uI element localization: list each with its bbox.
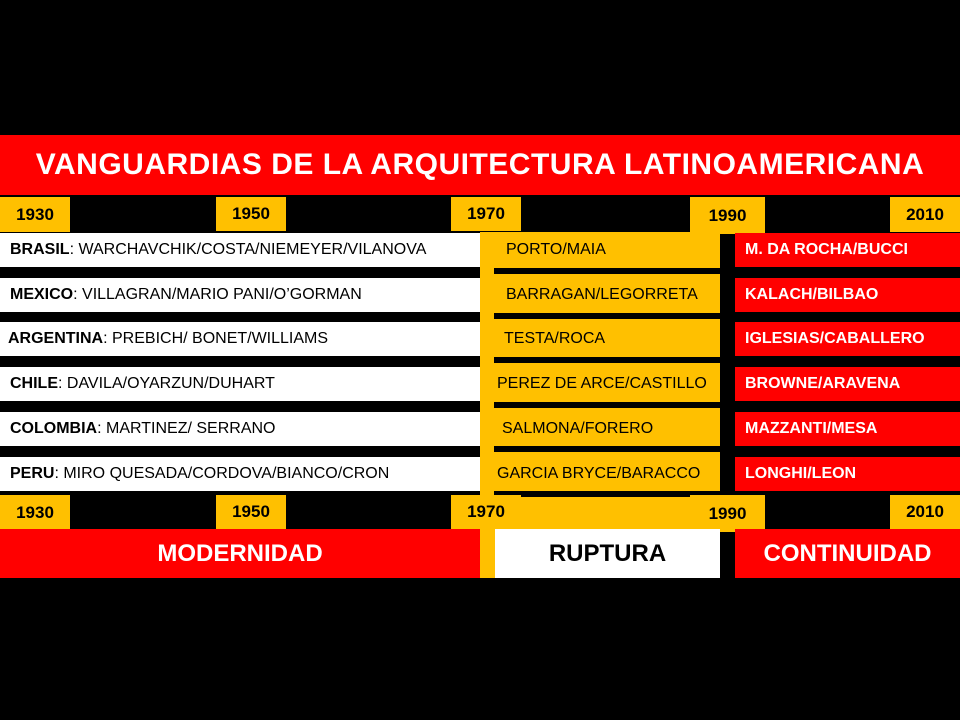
year-bottom-1950: 1950 bbox=[216, 495, 286, 529]
ruptura-architects-brasil: PORTO/MAIA bbox=[506, 241, 606, 258]
ruptura-architects-mexico: BARRAGAN/LEGORRETA bbox=[506, 286, 698, 303]
year-bottom-1970: 1970 bbox=[451, 495, 521, 529]
continuidad-architects-peru: LONGHI/LEON bbox=[735, 457, 960, 491]
country-label: BRASIL bbox=[10, 241, 70, 258]
row-modernidad-peru: PERU : MIRO QUESADA/CORDOVA/BIANCO/CRON bbox=[0, 457, 480, 491]
continuidad-architects-chile: BROWNE/ARAVENA bbox=[735, 367, 960, 401]
row-modernidad-chile: CHILE : DAVILA/OYARZUN/DUHART bbox=[0, 367, 480, 401]
year-bottom-1990: 1990 bbox=[690, 495, 765, 532]
country-label: CHILE bbox=[10, 375, 58, 392]
year-top-1930: 1930 bbox=[0, 197, 70, 232]
row-modernidad-brasil: BRASIL : WARCHAVCHIK/COSTA/NIEMEYER/VILANOVA bbox=[0, 233, 480, 267]
period-continuidad: CONTINUIDAD bbox=[735, 529, 960, 578]
row-modernidad-argentina: ARGENTINA : PREBICH/ BONET/WILLIAMS bbox=[0, 322, 480, 356]
country-label: ARGENTINA bbox=[8, 330, 104, 347]
ruptura-architects-chile: PEREZ DE ARCE/CASTILLO bbox=[497, 375, 707, 392]
year-top-1990: 1990 bbox=[690, 197, 765, 234]
year-top-1970: 1970 bbox=[451, 197, 521, 231]
row-modernidad-colombia: COLOMBIA : MARTINEZ/ SERRANO bbox=[0, 412, 480, 446]
country-label: PERU bbox=[10, 465, 55, 482]
year-top-2010: 2010 bbox=[890, 197, 960, 232]
continuidad-architects-mexico: KALACH/BILBAO bbox=[735, 278, 960, 312]
country-label: MEXICO bbox=[10, 286, 74, 303]
continuidad-architects-argentina: IGLESIAS/CABALLERO bbox=[735, 322, 960, 356]
row-divider bbox=[494, 268, 720, 274]
row-divider bbox=[494, 313, 720, 319]
row-modernidad-mexico: MEXICO : VILLAGRAN/MARIO PANI/O’GORMAN bbox=[0, 278, 480, 312]
modernidad-architects: MIRO QUESADA/CORDOVA/BIANCO/CRON bbox=[63, 465, 390, 482]
year-bottom-1930: 1930 bbox=[0, 495, 70, 530]
country-label: COLOMBIA bbox=[10, 420, 98, 437]
continuidad-architects-colombia: MAZZANTI/MESA bbox=[735, 412, 960, 446]
modernidad-architects: VILLAGRAN/MARIO PANI/O’GORMAN bbox=[82, 286, 362, 303]
ruptura-architects-argentina: TESTA/ROCA bbox=[504, 330, 606, 347]
continuidad-architects-brasil: M. DA ROCHA/BUCCI bbox=[735, 233, 960, 267]
row-divider bbox=[494, 491, 720, 497]
row-divider bbox=[494, 357, 720, 363]
row-divider bbox=[494, 446, 720, 452]
ruptura-architects-peru: GARCIA BRYCE/BARACCO bbox=[497, 465, 701, 482]
year-top-1950: 1950 bbox=[216, 197, 286, 231]
period-modernidad: MODERNIDAD bbox=[0, 529, 480, 578]
modernidad-architects: DAVILA/OYARZUN/DUHART bbox=[66, 375, 275, 392]
period-ruptura: RUPTURA bbox=[495, 529, 720, 578]
diagram-title: VANGUARDIAS DE LA ARQUITECTURA LATINOAMERICANA bbox=[0, 135, 960, 195]
modernidad-architects: WARCHAVCHIK/COSTA/NIEMEYER/VILANOVA bbox=[78, 241, 427, 258]
modernidad-architects: PREBICH/ BONET/WILLIAMS bbox=[112, 330, 329, 347]
row-divider bbox=[494, 402, 720, 408]
modernidad-architects: MARTINEZ/ SERRANO bbox=[106, 420, 276, 437]
ruptura-architects-colombia: SALMONA/FORERO bbox=[502, 420, 654, 437]
year-bottom-2010: 2010 bbox=[890, 495, 960, 529]
